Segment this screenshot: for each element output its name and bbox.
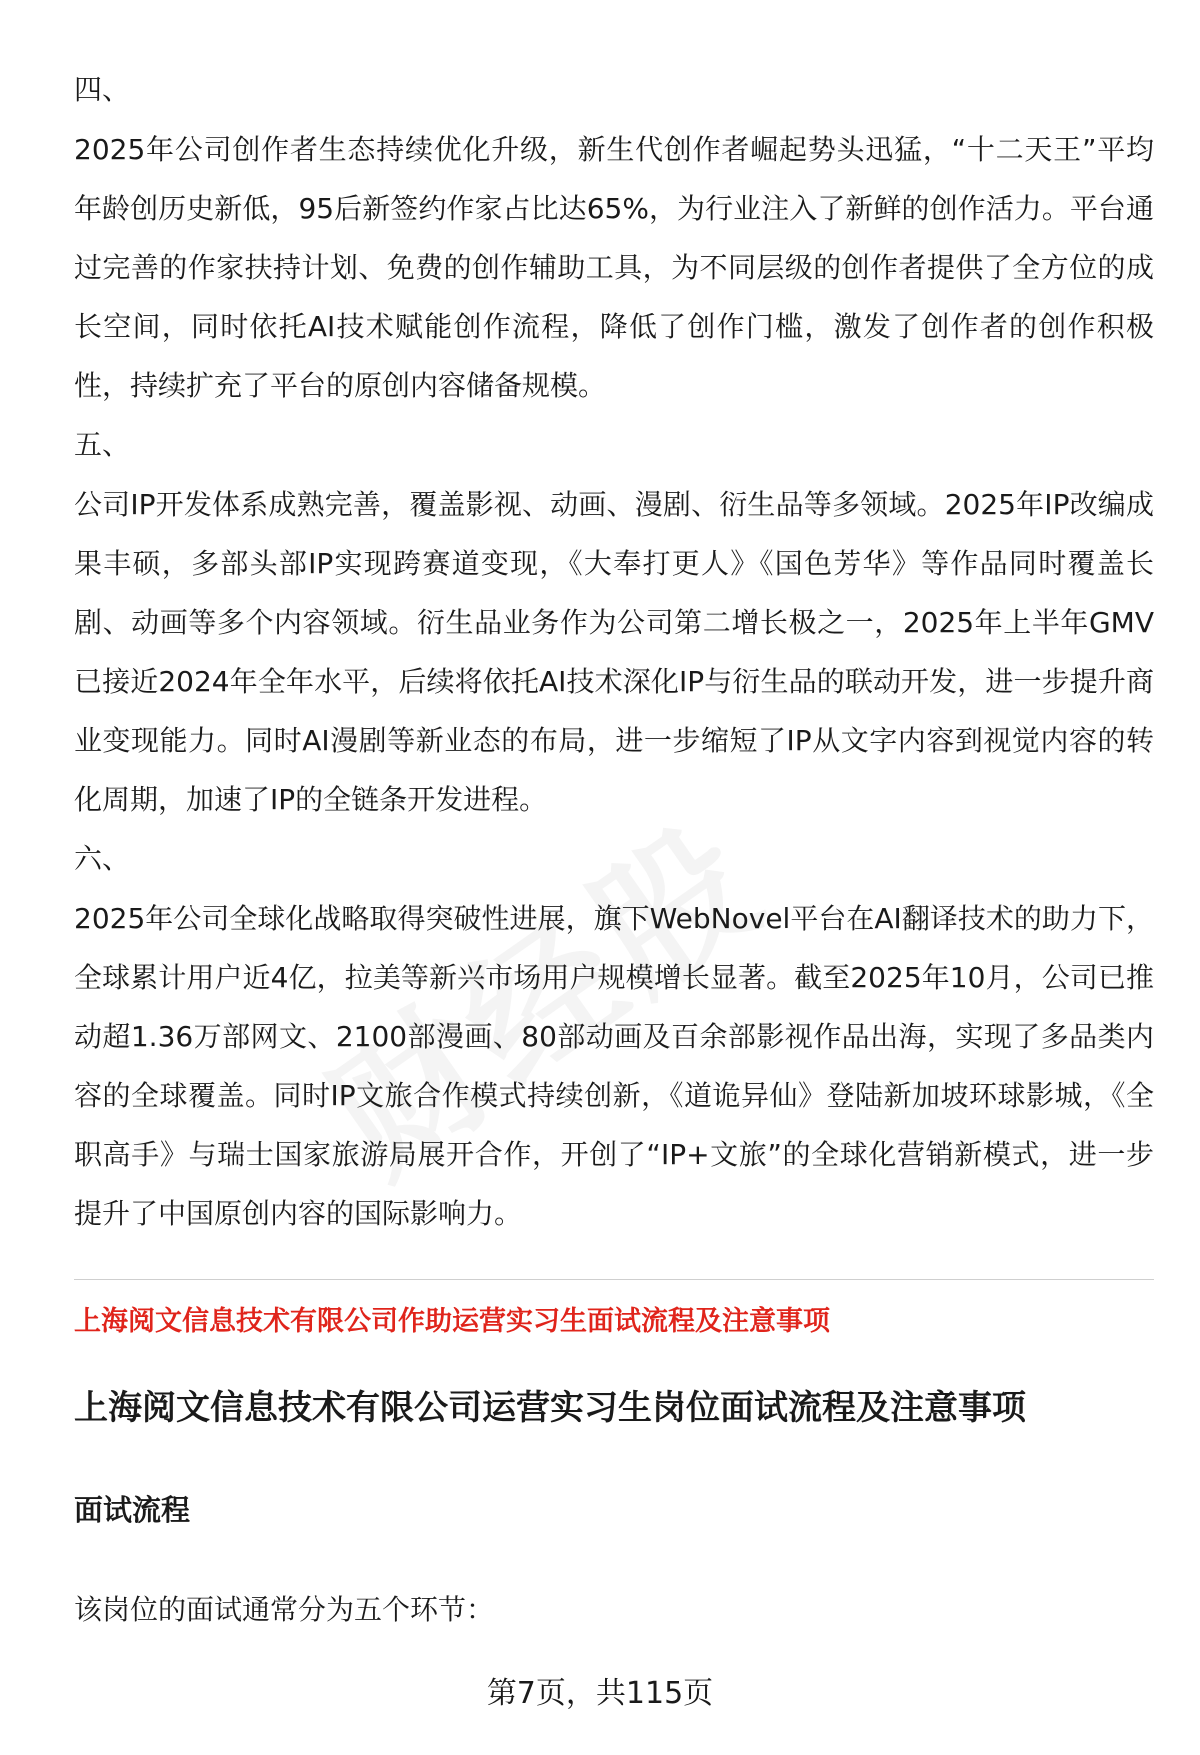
- intro-text: 该岗位的面试通常分为五个环节：: [74, 1593, 495, 1626]
- section-paragraph-5: 公司IP开发体系成熟完善，覆盖影视、动画、漫剧、衍生品等多领域。2025年IP改编成果丰硕，多部头部IP实现跨赛道变现，《大奉打更人》《国色芳华》等作品同时覆盖长剧、动画等多个内容领域。衍生品业务作为公司第二增长极之一，2025年上半年GMV已接近2024年全年水平，后续将依托AI技术深化IP与衍生品的联动开发，进一步提升商业变现能力。同时AI漫剧等新业态的布局，进一步缩短了IP从文字内容到视觉内容的转化周期，加速了IP的全链条开发进程。: [74, 488, 1154, 816]
- document-body: [74, 60, 1154, 1632]
- divider: [74, 1279, 1154, 1280]
- section-number-4: 四、: [74, 73, 131, 106]
- red-title: 上海阅文信息技术有限公司作助运营实习生面试流程及注意事项: [74, 1306, 830, 1337]
- section-number-6: 六、: [74, 842, 131, 875]
- main-heading: 上海阅文信息技术有限公司运营实习生岗位面试流程及注意事项: [74, 1388, 1026, 1428]
- sub-heading: 面试流程: [74, 1493, 191, 1527]
- section-paragraph-4: 2025年公司创作者生态持续优化升级，新生代创作者崛起势头迅猛，“十二天王”平均年龄创历史新低，95后新签约作家占比达65%，为行业注入了新鲜的创作活力。平台通过完善的作家扶持计划、免费的创作辅助工具，为不同层级的创作者提供了全方位的成长空间，同时依托AI技术赋能创作流程，降低了创作门槛，激发了创作者的创作积极性，持续扩充了平台的原创内容储备规模。: [74, 133, 1154, 402]
- section-number-5: 五、: [74, 428, 131, 461]
- section-paragraph-6: 2025年公司全球化战略取得突破性进展，旗下WebNovel平台在AI翻译技术的助力下，全球累计用户近4亿，拉美等新兴市场用户规模增长显著。截至2025年10月，公司已推动超1.36万部网文、2100部漫画、80部动画及百余部影视作品出海，实现了多品类内容的全球覆盖。同时IP文旅合作模式持续创新，《道诡异仙》登陆新加坡环球影城，《全职高手》与瑞士国家旅游局展开合作，开创了“IP+文旅”的全球化营销新模式，进一步提升了中国原创内容的国际影响力。: [74, 902, 1154, 1230]
- page-number: 第7页，共115页: [486, 1676, 714, 1711]
